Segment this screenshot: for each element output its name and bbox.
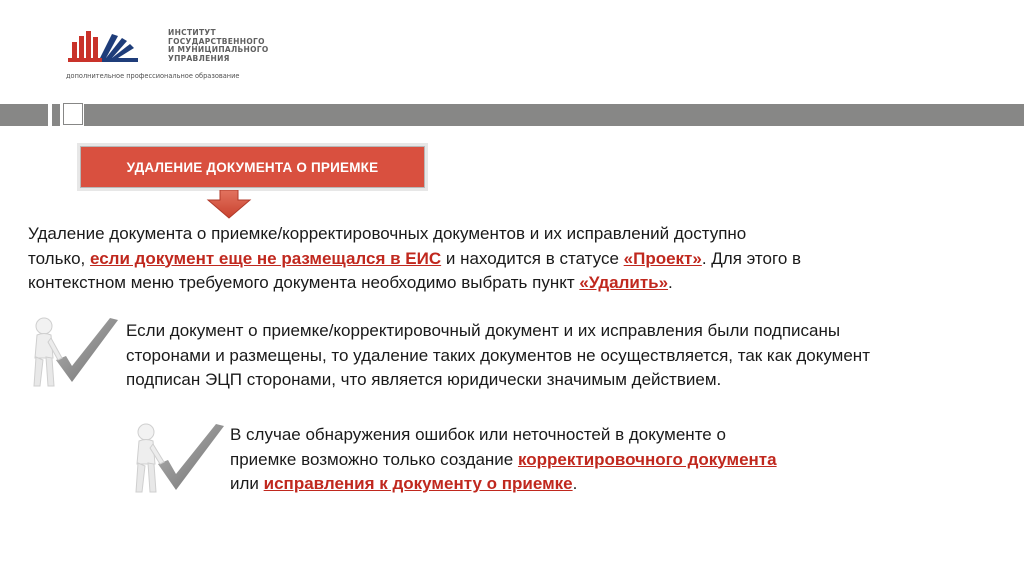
highlight-acceptance-fix: исправления к документу о приемке <box>263 474 573 493</box>
text: только, <box>28 248 90 268</box>
highlight-project-status: «Проект» <box>623 248 702 268</box>
person-checkmark-illustration <box>126 420 226 500</box>
highlight-not-published: если документ еще не размещался в ЕИС <box>89 248 442 268</box>
logo-subtitle: дополнительное профессиональное образование <box>66 72 240 80</box>
text: и находится в статусе <box>441 248 624 268</box>
header-rule-square <box>52 104 60 126</box>
text: Если документ о приемке/корректировочный документ и их исправления были подписаны <box>126 321 841 340</box>
paragraph-correction-options <box>230 423 930 497</box>
header-rule-box <box>63 103 83 125</box>
book-logo-icon <box>66 28 166 70</box>
down-arrow-icon <box>206 190 252 220</box>
highlight-correction-document: корректировочного документа <box>517 449 777 469</box>
person-checkmark-illustration <box>26 312 122 392</box>
header-rule-right <box>84 104 1024 126</box>
logo-line: ИНСТИТУТ <box>168 28 216 37</box>
text: или <box>230 474 264 493</box>
logo-line: ГОСУДАРСТВЕННОГО <box>168 36 265 46</box>
text: В случае обнаружения ошибок или неточностей в документе о <box>230 425 726 444</box>
text: подписан ЭЦП сторонами, что является юридически значимым действием. <box>126 370 722 389</box>
paragraph-signed-documents <box>126 319 1006 393</box>
logo-line: УПРАВЛЕНИЯ <box>168 53 230 63</box>
paragraph-deletion-conditions <box>28 222 908 296</box>
logo-line: И МУНИЦИПАЛЬНОГО <box>168 45 269 55</box>
text: . Для этого в <box>701 248 802 268</box>
text: приемке возможно только создание <box>230 449 518 469</box>
text: сторонами и размещены, то удаление таких документов не осуществляется, так как документ <box>126 345 870 365</box>
logo-text <box>168 29 269 63</box>
highlight-delete-item: «Удалить» <box>579 273 669 292</box>
header-rule-left <box>0 104 48 126</box>
institute-logo <box>66 24 306 84</box>
text: . <box>668 273 673 292</box>
text: . <box>572 474 578 493</box>
slide-title-banner: УДАЛЕНИЕ ДОКУМЕНТА О ПРИЕМКЕ <box>80 146 425 188</box>
text: контекстном меню требуемого документа необходимо выбрать пункт <box>28 273 580 292</box>
text: Удаление документа о приемке/корректировочных документов и их исправлений доступно <box>28 224 747 243</box>
